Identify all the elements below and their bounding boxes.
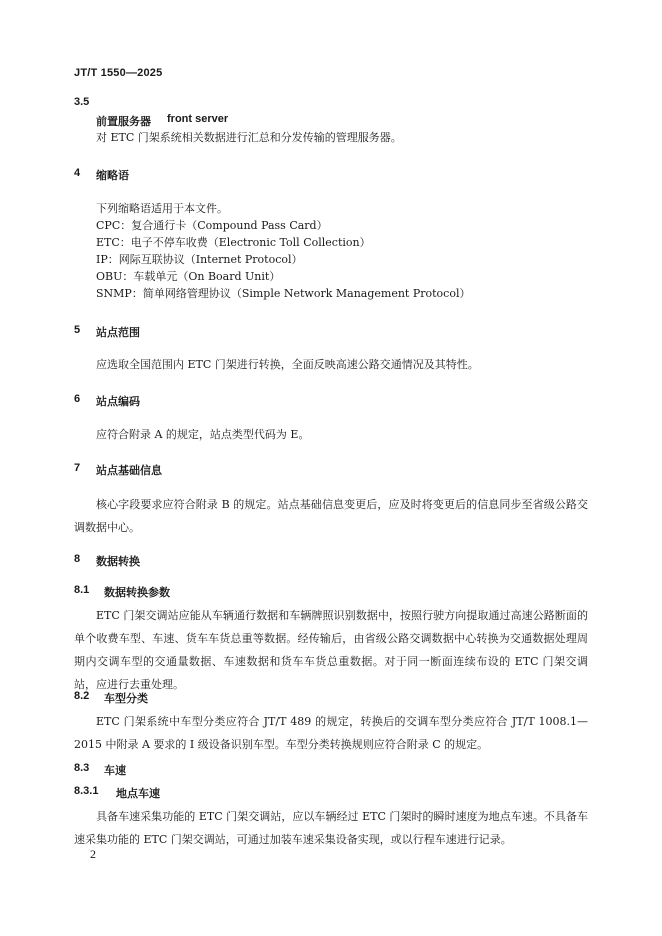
document-header-id: JT/T 1550—2025	[74, 67, 163, 79]
section-8-3-title: 车速	[104, 764, 126, 777]
section-3-5-number: 3.5	[74, 96, 90, 108]
section-7-title: 站点基础信息	[96, 464, 162, 477]
section-8-title: 数据转换	[96, 555, 140, 568]
section-8-2-number: 8.2	[74, 690, 90, 702]
section-3-5-term-cn: 前置服务器	[96, 115, 151, 128]
section-8-2-title: 车型分类	[104, 692, 148, 705]
abbreviation-item-snmp: SNMP：简单网络管理协议（Simple Network Management Protocol）	[96, 287, 471, 300]
section-8-1-title: 数据转换参数	[104, 586, 170, 599]
section-5-text: 应选取全国范围内 ETC 门架进行转换，全面反映高速公路交通情况及其特性。	[96, 358, 479, 371]
section-8-3-1-text: 具备车速采集功能的 ETC 门架交调站，应以车辆经过 ETC 门架时的瞬时速度为地点车速。不具备车速采集功能的 ETC 门架交调站，可通过加装车速采集设备实现，或以行程车速进行记录。	[74, 810, 588, 846]
section-4-title: 缩略语	[96, 169, 129, 182]
abbreviation-item-ip: IP：网际互联协议（Internet Protocol）	[96, 253, 303, 266]
section-7-number: 7	[74, 462, 81, 474]
abbreviation-item-etc: ETC：电子不停车收费（Electronic Toll Collection）	[96, 236, 371, 249]
section-4-intro: 下列缩略语适用于本文件。	[96, 202, 228, 215]
section-4-number: 4	[74, 167, 81, 179]
section-8-3-1-number: 8.3.1	[74, 785, 99, 797]
section-5-number: 5	[74, 324, 81, 336]
section-8-3-number: 8.3	[74, 762, 90, 774]
section-8-1-number: 8.1	[74, 584, 90, 596]
section-3-5-term-en: front server	[167, 113, 229, 125]
section-6-number: 6	[74, 393, 81, 405]
abbreviation-item-cpc: CPC：复合通行卡（Compound Pass Card）	[96, 219, 328, 232]
section-8-2-text: ETC 门架系统中车型分类应符合 JT/T 489 的规定，转换后的交调车型分类应符合 JT/T 1008.1—2015 中附录 A 要求的 I 级设备识别车型。车型分类转换规则应符合附录 C 的规定。	[74, 715, 588, 751]
section-7-text: 核心字段要求应符合附录 B 的规定。站点基础信息变更后，应及时将变更后的信息同步至省级公路交调数据中心。	[74, 498, 588, 534]
section-6-text: 应符合附录 A 的规定，站点类型代码为 E。	[96, 428, 310, 441]
section-5-title: 站点范围	[96, 326, 140, 339]
abbreviation-item-obu: OBU：车载单元（On Board Unit）	[96, 270, 281, 283]
section-6-title: 站点编码	[96, 395, 140, 408]
section-8-3-1-title: 地点车速	[116, 787, 160, 800]
page-number: 2	[90, 847, 96, 861]
section-8-number: 8	[74, 553, 81, 565]
section-8-1-text: ETC 门架交调站应能从车辆通行数据和车辆牌照识别数据中，按照行驶方向提取通过高速公路断面的单个收费车型、车速、货车车货总重等数据。经传输后，由省级公路交调数据中心转换为交通数据处理周期内交调车型的交通量数据、车速数据和货车车货总重数据。对于同一断面连续布设的 ETC 门架交调站，应进行去重处理。	[74, 609, 588, 691]
section-3-5-definition: 对 ETC 门架系统相关数据进行汇总和分发传输的管理服务器。	[96, 131, 402, 144]
